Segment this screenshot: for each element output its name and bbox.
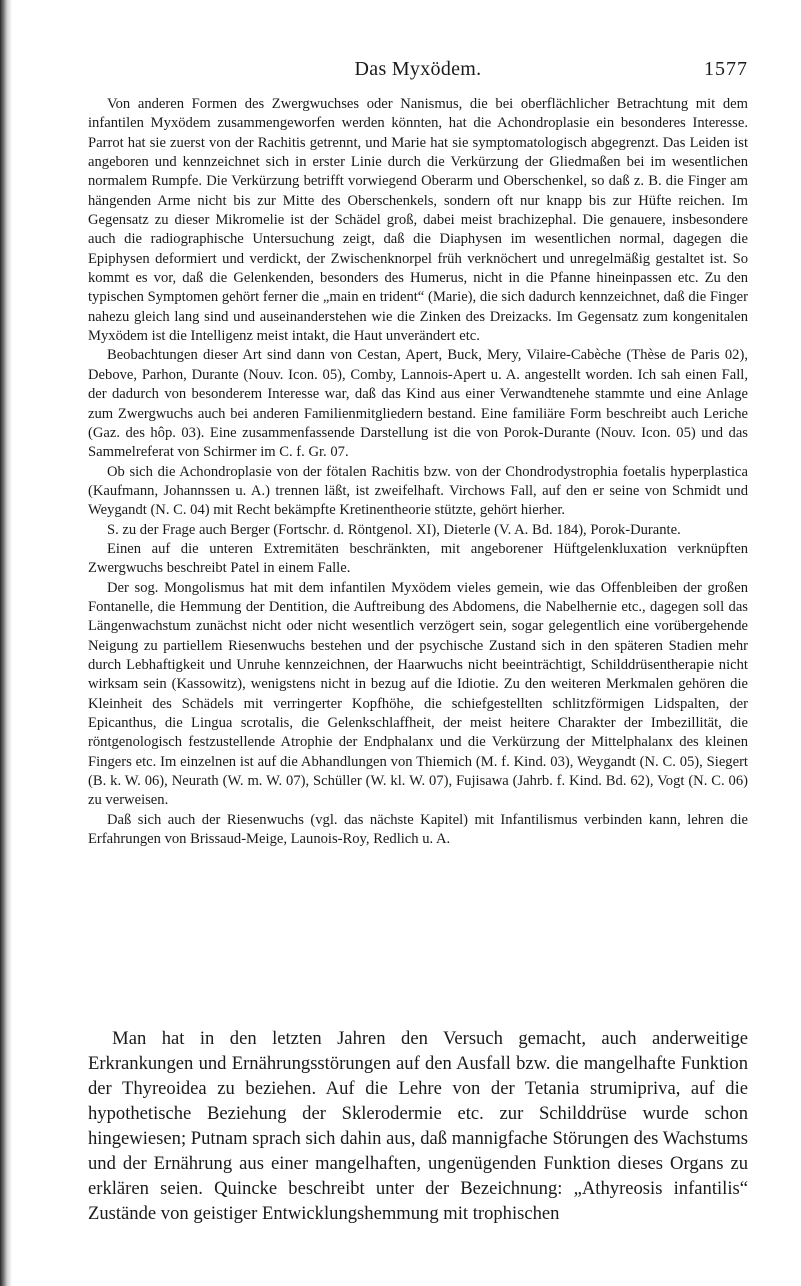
- page-header: [88, 58, 748, 84]
- large-print-section: [88, 1026, 748, 1226]
- body-text: [88, 95, 748, 849]
- paragraph-riesenwuchs: Daß sich auch der Riesenwuchs (vgl. das nächste Kapitel) mit Infantilismus verbinden kann, lehren die Erfahrungen von Brissaud-Meige, Launois-Roy, Redlich u. A.: [88, 811, 748, 848]
- paragraph-achondroplasie: Von anderen Formen des Zwergwuchses oder Nanismus, die bei oberflächlicher Betrachtung mit dem infantilen Myxödem zusammengeworfen werden könnten, hat die Achondroplasie ein besonderes Interesse. Parrot hat sie zuerst von der Rachitis getrennt, und Marie hat sie symptomatologisch abgegrenzt. Das Leiden ist angeboren und kennzeichnet sich in erster Linie durch die Verkürzung der Gliedmaßen bei im wesentlichen normalem Rumpfe. Die Verkürzung betrifft vorwiegend Oberarm und Oberschenkel, so daß z. B. die Finger am hängenden Arme nicht bis zur Mitte des Oberschenkels, sondern oft nur knapp bis zur Hüfte reichen. Im Gegensatz zu dieser Mikromelie ist der Schädel groß, dabei meist brachizephal. Die genauere, insbesondere auch die radiographische Untersuchung zeigt, daß die Diaphysen im wesentlichen normal, dagegen die Epiphysen deformiert und verdickt, der Zwischenknorpel früh verknöchert und unregelmäßig gestaltet ist. So kommt es vor, daß die Gelenkenden, besonders des Humerus, nicht in die Pfanne hineinpassen etc. Zu den typischen Symptomen gehört ferner die „main en trident“ (Marie), die sich dadurch kennzeichnet, daß die Finger nahezu gleich lang sind und auseinanderstehen wie die Zinken des Dreizacks. Im Gegensatz zum kongenitalen Myxödem ist die Intelligenz meist intakt, die Haut unverändert etc.: [88, 96, 748, 345]
- page-binding-edge: [0, 0, 12, 1286]
- paragraph-beobachtungen: Beobachtungen dieser Art sind dann von Cestan, Apert, Buck, Mery, Vilaire-Cabèche (Thèse de Paris 02), Debove, Parhon, Durante (Nouv. Icon. 05), Comby, Lannois-Apert u. A. angestellt worden. Ich sah einen Fall, der dadurch von besonderem Interesse war, daß das Kind aus einer Verwandtenehe stammte und eine Anlage zum Zwergwuchs auch bei anderen Familienmitgliedern bestand. Eine familiäre Form beschreibt auch Leriche (Gaz. des hôp. 03). Eine zusammenfassende Darstellung ist die von Porok-Durante (Nouv. Icon. 05) und das Sammelreferat von Schirmer im C. f. Gr. 07.: [88, 347, 748, 461]
- paragraph-chondrodystrophia: Ob sich die Achondroplasie von der fötalen Rachitis bzw. von der Chondrodystrophia foetalis hyperplastica (Kaufmann, Johannssen u. A.) trennen läßt, ist zweifelhaft. Virchows Fall, auf den er seine von Schmidt und Weygandt (N. C. 04) mit Recht bekämpfte Kretinentheorie stützte, gehört hierher.: [88, 463, 748, 519]
- running-title: Das Myxödem.: [354, 58, 482, 80]
- paragraph-references: S. zu der Frage auch Berger (Fortschr. d. Röntgenol. XI), Dieterle (V. A. Bd. 184), Porok-Durante.: [106, 521, 681, 538]
- paragraph-mongolismus: Der sog. Mongolismus hat mit dem infantilen Myxödem vieles gemein, wie das Offenbleiben der großen Fontanelle, die Hemmung der Dentition, die Auftreibung des Abdomens, die Nabelhernie etc., dagegen soll das Längenwachstum zunächst nicht oder nicht wesentlich verzögert sein, sogar gelegentlich eine vorübergehende Neigung zu partiellem Riesenwuchs bestehen und der psychische Zustand sich in den späteren Stadien mehr durch Lebhaftigkeit und Unruhe kennzeichnen, der Haarwuchs nicht beeinträchtigt, Schilddrüsentherapie nicht wirksam sein (Kassowitz), wenigstens nicht in bezug auf die Idiotie. Zu den weiteren Merkmalen gehören die Kleinheit des Schädels mit verringerter Kopfhöhe, die schiefgestellten schlitzförmigen Lidspalten, der Epicanthus, die Lingua scrotalis, die Gelenkschlaffheit, der meist heitere Charakter der Imbezillität, die röntgenologisch festzustellende Atrophie der Endphalanx und die Verkürzung der Mittelphalanx des kleinen Fingers etc. Im einzelnen ist auf die Abhandlungen von Thiemich (M. f. Kind. 03), Weygandt (N. C. 05), Siegert (B. k. W. 06), Neurath (W. m. W. 07), Schüller (W. kl. W. 07), Fujisawa (Jahrb. f. Kind. Bd. 62), Vogt (N. C. 06) zu verweisen.: [88, 579, 748, 809]
- page-number: 1577: [704, 58, 748, 80]
- paragraph-hueftgelenkluxation: Einen auf die unteren Extremitäten beschränkten, mit angeborener Hüftgelenkluxation verknüpften Zwergwuchs beschreibt Patel in einem Falle.: [88, 540, 748, 577]
- paragraph-thyreoidea: Man hat in den letzten Jahren den Versuch gemacht, auch anderweitige Erkrankungen und Ernährungsstörungen auf den Ausfall bzw. die mangelhafte Funktion der Thyreoidea zu beziehen. Auf die Lehre von der Tetania strumipriva, auf die hypothetische Beziehung der Sklerodermie etc. zur Schilddrüse wurde schon hingewiesen; Putnam sprach sich dahin aus, daß mannigfache Störungen des Wachstums und der Ernährung aus einer mangelhaften, ungenügenden Funktion dieses Organs zu erklären seien. Quincke beschreibt unter der Bezeichnung: „Athyreosis infantilis“ Zustände von geistiger Entwicklungshemmung mit trophischen: [88, 1028, 748, 1224]
